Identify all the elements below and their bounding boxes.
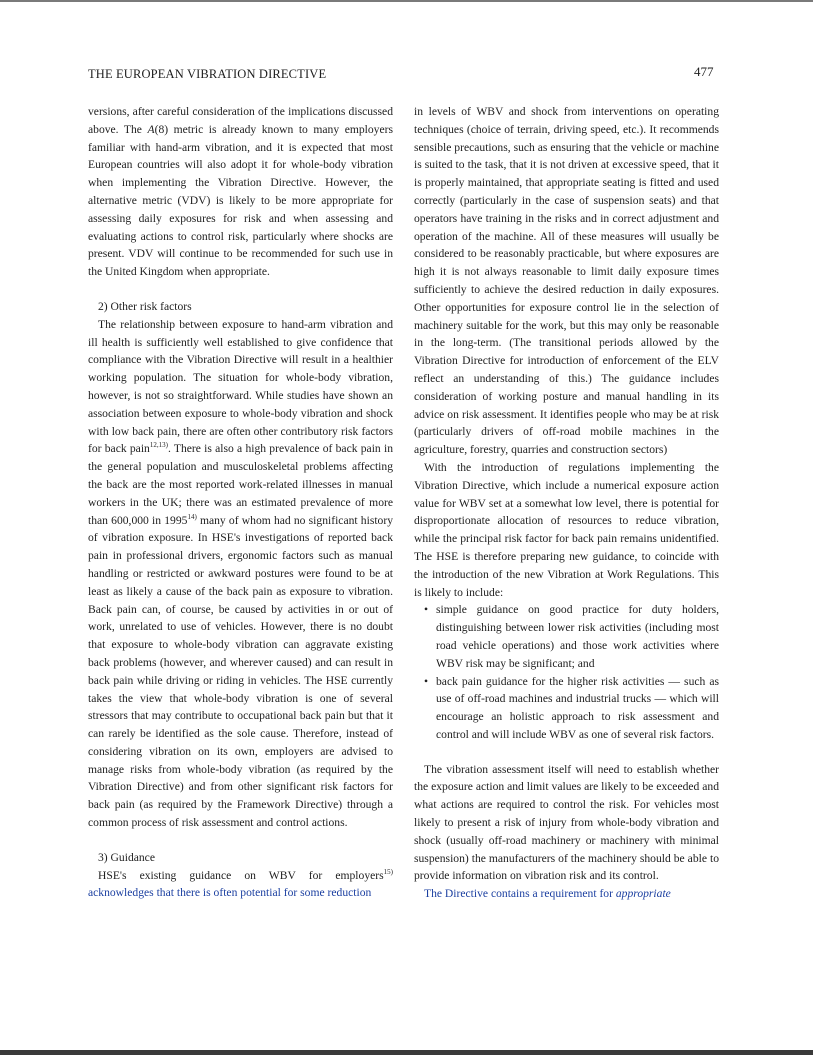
paragraph: The relationship between exposure to hand-arm vibration and ill health is sufficiently well established to give confidence that compliance with the Vibration Directive will result in a healthier working population. The situation for whole-body vibration, however, is not so straightforward. While studies have shown an association between exposure to whole-body vibration and shock with low back pain, there are often other contributory risk factors for back pain$^{12,13)}$. There is also a high prevalence of back pain in the general population and musculoskeletal problems affecting the back are the most reported work-related illnesses in manual workers in the UK; there was an estimated prevalence of more than 600,000 in 1995$^{14)}$ many of whom had no significant history of vibration exposure. In HSE's investigations of reported back pain in professional drivers, ergonomic factors such as manual handling or restricted or awkward postures were found to be at least as likely a cause of the back pain as exposure to vibration. Back pain can, of course, be caused by activities in or out of work, unrelated to use of vehicles. However, there is no doubt that exposure to whole-body vibration can aggravate existing back problems (however, and wherever caused) and can result in back pain while driving or riding in vehicles. The HSE currently takes the view that whole-body vibration is one of several stressors that may contribute to occupational back pain but that it can rarely be identified as the sole cause. Therefore, instead of considering vibration on its own, employers are advised to manage risks from whole-body vibration (as required by the Vibration Directive) and from other significant risk factors for back pain (as required by the Framework Directive) through a common process of risk assessment and control actions. xyxy=(88,317,394,830)
right-column xyxy=(414,103,719,903)
reference-marker: 14) xyxy=(187,512,197,521)
highlighted-text: acknowledges that there is often potential for some reduction xyxy=(88,886,372,900)
page-top-edge xyxy=(0,0,813,2)
paragraph: The vibration assessment itself will need to establish whether the exposure action and limit values are likely to be exceeded and what actions are required to control the risk. For vehicles most likely to present a risk of injury from whole-body vibration and shock (usually off-road machinery or machinery with minimal suspension) the manufacturers of the machinery should be able to provide information on vibration risk and its control. xyxy=(414,762,719,883)
section-heading-other-risk-factors: 2) Other risk factors xyxy=(98,299,192,313)
section-heading-guidance: 3) Guidance xyxy=(98,850,155,864)
list-item: • simple guidance on good practice for duty holders, distinguishing between lower risk activities (including most road vehicle operations) and those work activities where WBV risk may be significant; and xyxy=(424,601,719,672)
paragraph: The Directive contains a requirement for appropriate xyxy=(424,887,671,901)
page-number: 477 xyxy=(694,64,714,79)
page-bottom-edge xyxy=(0,1050,813,1055)
reference-marker: 15) xyxy=(383,867,393,876)
paragraph: HSE's existing guidance on WBV for employers$^{15)}$ acknowledges that there is often potential for some reduction xyxy=(88,867,393,900)
running-header: THE EUROPEAN VIBRATION DIRECTIVE xyxy=(88,67,327,81)
left-column xyxy=(88,103,393,902)
paragraph: With the introduction of regulations implementing the Vibration Directive, which include a numerical exposure action value for WBV set at a somewhat low level, there is potential for disproportionate allocation of resources to reduce vibration, while the principal risk factor for back pain remains unidentified. The HSE is therefore preparing new guidance, to coincide with the introduction of the new Vibration at Work Regulations. This is likely to include: xyxy=(414,460,719,599)
paragraph: in levels of WBV and shock from interventions on operating techniques (choice of terrain, driving speed, etc.). It recommends sensible precautions, such as ensuring that the vehicle or machine is suited to the task, that it is not driven at excessive speed, that it is properly maintained, that appropriate seating is fitted and used correctly (particularly in the case of suspension seats) and that operators have training in the risks and in correct adjustment and operation of the machine. All of these measures will usually be considered to be reasonably practicable, but where exposures are high it is not always reasonable to limit daily exposure times sufficiently to achieve the desired reduction in daily exposures. Other opportunities for exposure control lie in the selection of machinery suitable for the work, but this may only be reasonable in the long-term. (The transitional periods allowed by the Vibration Directive for introduction of enforcement of the ELV reflect an understanding of this.) The guidance includes consideration of working posture and manual handling in its advice on risk assessment. It identifies people who may be at risk (particularly drivers of off-road mobile machines in the agriculture, forestry, quarries and construction sectors) xyxy=(414,105,719,457)
list-item: • back pain guidance for the higher risk activities — such as use of off-road machines and industrial trucks — which will encourage an holistic approach to risk assessment and control and will include WBV as one of several risk factors. xyxy=(424,673,719,744)
bullet-list xyxy=(414,601,719,743)
reference-marker: 12,13) xyxy=(149,441,168,450)
paragraph: versions, after careful consideration of the implications discussed above. The A(8) metric is already known to many employers familiar with hand-arm vibration, and it is expected that most European countries will also adopt it for whole-body vibration when implementing the Vibration Directive. However, the alternative metric (VDV) is likely to be more appropriate for assessing daily exposures for risk and when assessing and evaluating actions to control risk, particularly where shocks are present. VDV will continue to be recommended for such use in the United Kingdom when appropriate. xyxy=(88,105,393,279)
